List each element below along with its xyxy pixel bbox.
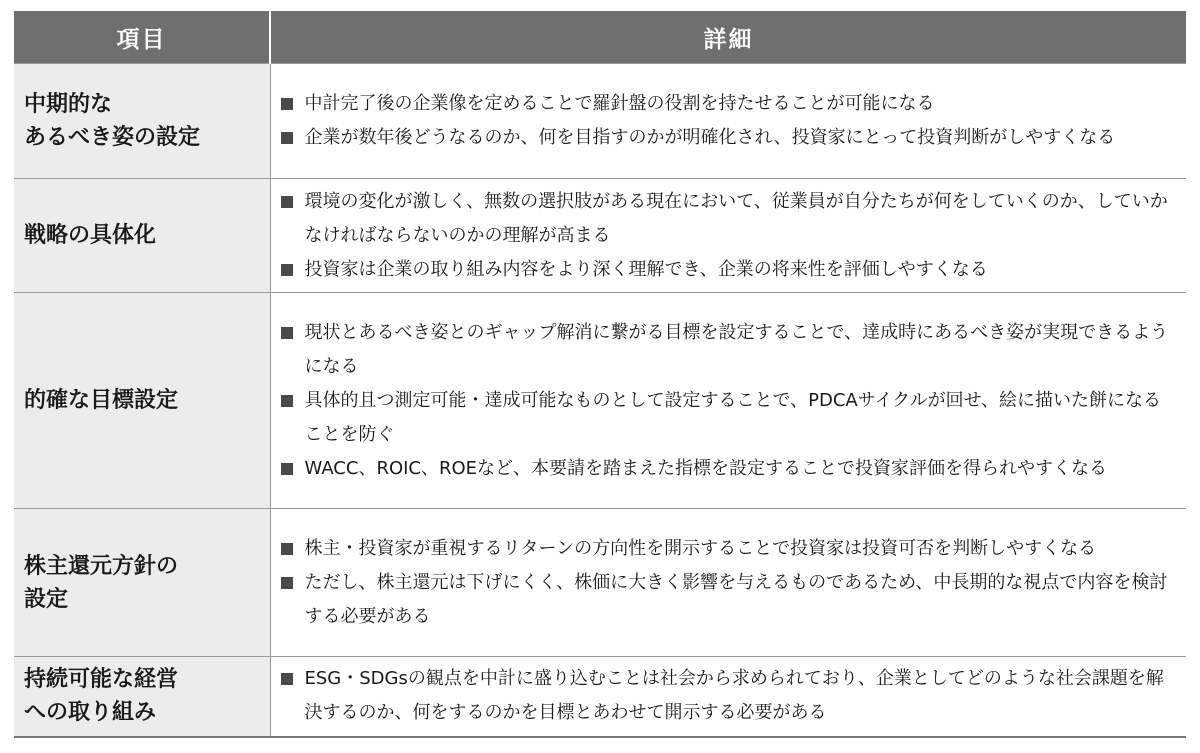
header-detail: 詳細 <box>270 11 1186 64</box>
table-row <box>14 179 1186 293</box>
square-bullet-icon <box>281 673 293 685</box>
detail-text: 株主・投資家が重視するリターンの方向性を開示することで投資家は投資可否を判断しやすくなる <box>304 537 1097 559</box>
summary-table <box>14 11 1186 738</box>
item-label: 持続可能な経営 <box>24 667 179 693</box>
detail-text: 環境の変化が激しく、無数の選択肢がある現在において、従業員が自分たちが何をしていくのか、していかなければならないのかの理解が高まる <box>304 190 1168 246</box>
square-bullet-icon <box>281 327 293 339</box>
detail-cell <box>270 657 1186 737</box>
detail-item <box>279 121 1177 155</box>
detail-text: 投資家は企業の取り組み内容をより深く理解でき、企業の将来性を評価しやすくなる <box>304 258 988 280</box>
detail-item <box>279 566 1177 634</box>
item-cell <box>14 64 270 179</box>
square-bullet-icon <box>281 577 293 589</box>
item-label: 設定 <box>24 586 69 612</box>
detail-item <box>279 532 1177 566</box>
square-bullet-icon <box>281 264 293 276</box>
detail-cell <box>270 64 1186 179</box>
detail-item <box>279 662 1177 730</box>
detail-cell <box>270 293 1186 509</box>
detail-item <box>279 253 1177 287</box>
item-cell <box>14 293 270 509</box>
table-row <box>14 293 1186 509</box>
detail-cell <box>270 509 1186 657</box>
item-cell <box>14 509 270 657</box>
item-label: への取り組み <box>24 700 157 726</box>
detail-text: 現状とあるべき姿とのギャップ解消に繋がる目標を設定することで、達成時にあるべき姿が実現できるようになる <box>304 321 1169 377</box>
table-header-row <box>14 11 1186 64</box>
detail-item <box>279 316 1177 384</box>
square-bullet-icon <box>281 98 293 110</box>
detail-item <box>279 185 1177 253</box>
square-bullet-icon <box>281 196 293 208</box>
table-row <box>14 64 1186 179</box>
table-row <box>14 657 1186 737</box>
detail-text: WACC、ROIC、ROEなど、本要請を踏まえた指標を設定することで投資家評価を得られやすくなる <box>304 457 1108 479</box>
detail-text: ただし、株主還元は下げにくく、株価に大きく影響を与えるものであるため、中長期的な視点で内容を検討する必要がある <box>304 571 1168 627</box>
detail-text: ESG・SDGsの観点を中計に盛り込むことは社会から求められており、企業としてどのような社会課題を解決するのか、何をするのかを目標とあわせて開示する必要がある <box>304 668 1164 724</box>
item-cell <box>14 657 270 737</box>
square-bullet-icon <box>281 132 293 144</box>
detail-item <box>279 87 1177 121</box>
item-label: 的確な目標設定 <box>24 388 179 413</box>
item-cell <box>14 179 270 293</box>
item-label: 株主還元方針の <box>24 553 179 579</box>
item-label: 中期的な <box>24 92 113 117</box>
table-row <box>14 509 1186 657</box>
detail-item <box>279 452 1177 486</box>
square-bullet-icon <box>281 395 293 407</box>
square-bullet-icon <box>281 463 293 475</box>
detail-text: 企業が数年後どうなるのか、何を目指すのかが明確化され、投資家にとって投資判断がしやすくなる <box>304 127 1116 148</box>
item-label: あるべき姿の設定 <box>24 125 201 150</box>
summary-table-container <box>14 11 1186 738</box>
detail-text: 具体的且つ測定可能・達成可能なものとして設定することで、PDCAサイクルが回せ、絵に描いた餅になることを防ぐ <box>304 389 1162 445</box>
detail-cell <box>270 179 1186 293</box>
detail-item <box>279 384 1177 452</box>
square-bullet-icon <box>281 543 293 555</box>
detail-text: 中計完了後の企業像を定めることで羅針盤の役割を持たせることが可能になる <box>304 93 935 114</box>
item-label: 戦略の具体化 <box>24 223 157 248</box>
header-item: 項目 <box>14 11 270 64</box>
